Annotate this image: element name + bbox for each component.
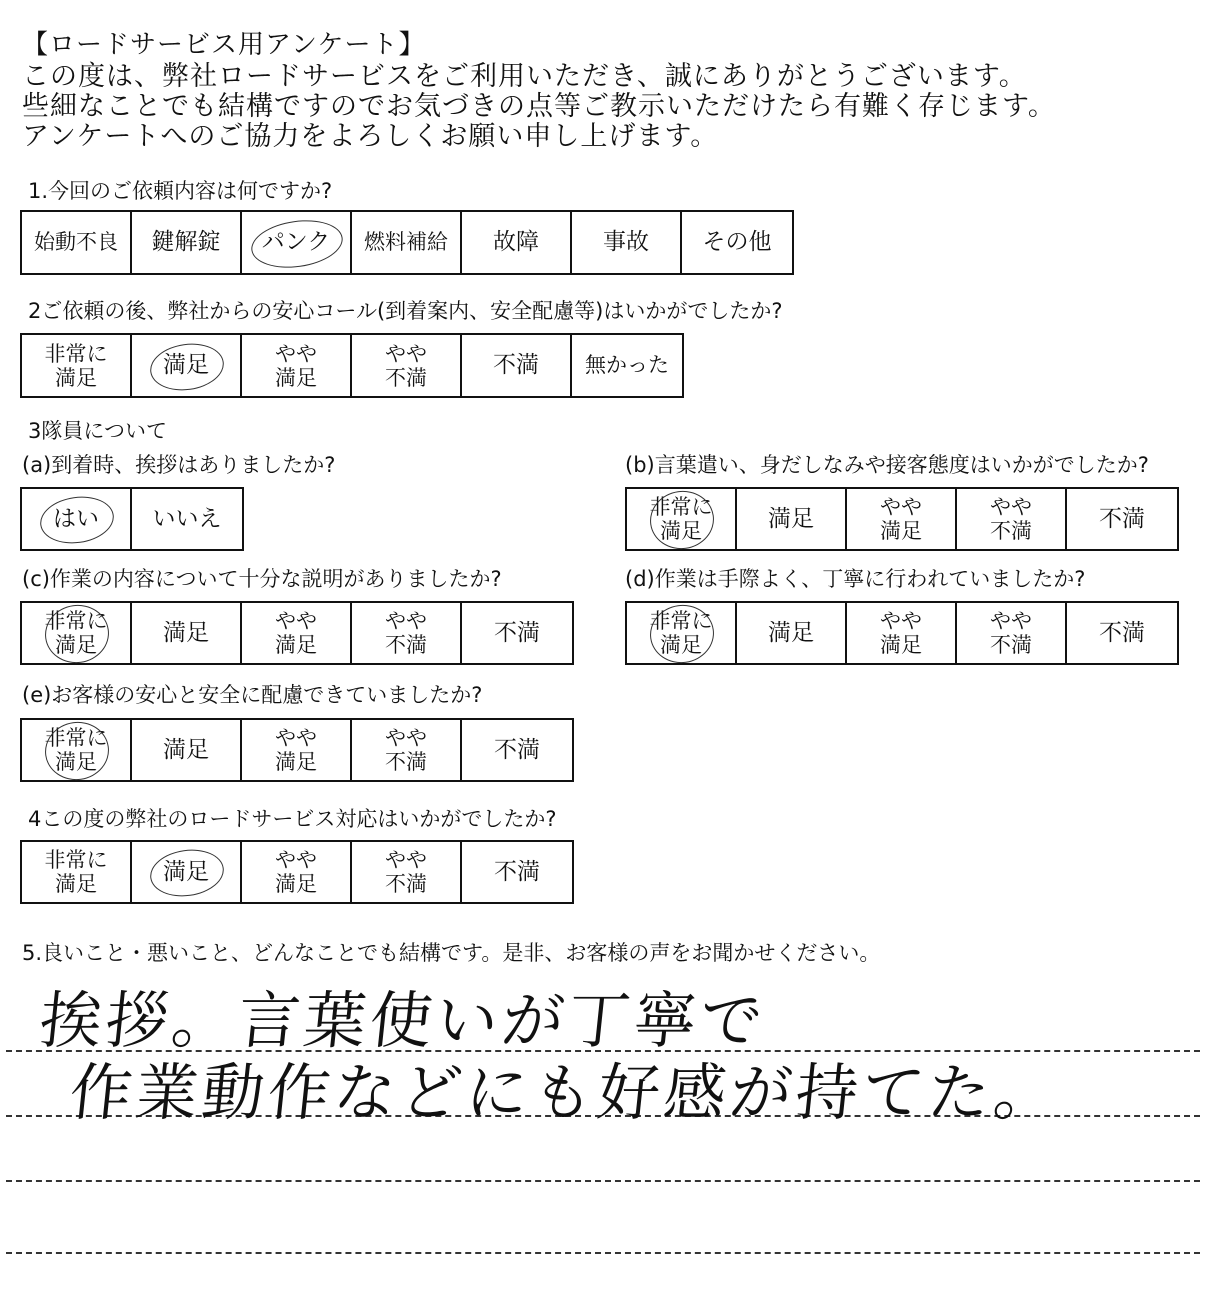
- q3e-options: [20, 718, 574, 782]
- q1-option[interactable]: [682, 212, 792, 273]
- q3-d-option-label: やや 満足: [880, 609, 922, 657]
- q4-option-label: 満足: [163, 858, 209, 885]
- q3-c-option[interactable]: [352, 603, 462, 663]
- q3-e-option-label: 満足: [163, 736, 209, 763]
- q3d-options: [625, 601, 1179, 665]
- q2-option-label: 不満: [493, 352, 539, 378]
- q3-b-option-label: 満足: [768, 505, 814, 532]
- q3-e-option-label: やや 満足: [275, 726, 317, 774]
- q3-e-option-label: やや 不満: [385, 726, 427, 774]
- q1-label: 1.今回のご依頼内容は何ですか?: [28, 179, 333, 203]
- q3-e-option[interactable]: [352, 720, 462, 780]
- q3-b-option[interactable]: [737, 489, 847, 549]
- q2-label: 2ご依頼の後、弊社からの安心コール(到着案内、安全配慮等)はいかがでしたか?: [28, 299, 783, 323]
- q3-a-option[interactable]: [22, 489, 132, 549]
- q3-c-option[interactable]: [242, 603, 352, 663]
- q3-c-option[interactable]: [132, 603, 242, 663]
- q3-c-option-label: 非常に 満足: [44, 609, 108, 657]
- q2-option-label: 無かった: [585, 353, 669, 377]
- q3-d-option[interactable]: [737, 603, 847, 663]
- q2-option-label: やや 満足: [275, 341, 317, 390]
- q5-label: 5.良いこと・悪いこと、どんなことでも結構です。是非、お客様の声をお聞かせください。: [22, 941, 881, 965]
- q3-e-option[interactable]: [132, 720, 242, 780]
- q4-options: [20, 840, 574, 904]
- q3-b-option-label: やや 不満: [990, 495, 1032, 543]
- q3-d-option-label: 満足: [768, 619, 814, 646]
- q3b-label: (b)言葉遣い、身だしなみや接客態度はいかがでしたか?: [625, 453, 1149, 477]
- q1-option[interactable]: [462, 212, 572, 273]
- q3-a-option-label: はい: [53, 505, 99, 532]
- q3e-label: (e)お客様の安心と安全に配慮できていましたか?: [22, 683, 483, 707]
- q3-label: 3隊員について: [28, 419, 167, 443]
- q3-e-option[interactable]: [242, 720, 352, 780]
- q1-options: [20, 210, 794, 275]
- q1-option-label: 始動不良: [34, 230, 118, 254]
- q1-option[interactable]: [22, 212, 132, 273]
- intro-line-3: アンケートへのご協力をよろしくお願い申し上げます。: [22, 121, 719, 152]
- q1-option-label: 鍵解錠: [151, 229, 221, 255]
- q3-e-option[interactable]: [22, 720, 132, 780]
- q4-option-label: やや 不満: [385, 848, 427, 896]
- q3-c-option-label: 不満: [494, 619, 540, 646]
- q1-option-label: パンク: [261, 229, 331, 255]
- q3-b-option[interactable]: [847, 489, 957, 549]
- q2-option[interactable]: [462, 335, 572, 396]
- handwritten-answer-line-1[interactable]: 挨拶。言葉使いが丁寧で: [36, 984, 770, 1057]
- q1-option-label: 故障: [493, 229, 539, 255]
- handwritten-answer-line-2[interactable]: 作業動作などにも好感が持てた。: [66, 1056, 1064, 1129]
- q2-option[interactable]: [572, 335, 682, 396]
- q4-option[interactable]: [352, 842, 462, 902]
- q2-option[interactable]: [242, 335, 352, 396]
- q1-option-label: 燃料補給: [364, 230, 448, 254]
- survey-title: 【ロードサービス用アンケート】: [22, 30, 426, 60]
- q3c-options: [20, 601, 574, 665]
- q4-option[interactable]: [462, 842, 572, 902]
- q3b-options: [625, 487, 1179, 551]
- q3c-label: (c)作業の内容について十分な説明がありましたか?: [22, 567, 502, 591]
- q1-option[interactable]: [242, 212, 352, 273]
- q4-label: 4この度の弊社のロードサービス対応はいかがでしたか?: [28, 807, 557, 831]
- q3-e-option-label: 不満: [494, 736, 540, 763]
- intro-line-2: 些細なことでも結構ですのでお気づきの点等ご教示いただけたら有難く存じます。: [22, 91, 1056, 122]
- q3-a-option-label: いいえ: [152, 505, 222, 532]
- q1-option-label: その他: [702, 229, 772, 255]
- q3-a-option[interactable]: [132, 489, 242, 549]
- q2-option[interactable]: [352, 335, 462, 396]
- answer-line-3-rule: [6, 1180, 1200, 1182]
- q3-d-option[interactable]: [1067, 603, 1177, 663]
- q3-d-option-label: やや 不満: [990, 609, 1032, 657]
- q1-option[interactable]: [132, 212, 242, 273]
- q3-c-option-label: やや 不満: [385, 609, 427, 657]
- q3-d-option-label: 不満: [1099, 619, 1145, 646]
- q3-e-option[interactable]: [462, 720, 572, 780]
- q1-option-label: 事故: [603, 229, 649, 255]
- q2-options: [20, 333, 684, 398]
- q3-b-option-label: 不満: [1099, 505, 1145, 532]
- q4-option-label: 不満: [494, 858, 540, 885]
- q3-b-option[interactable]: [627, 489, 737, 549]
- q3-d-option[interactable]: [627, 603, 737, 663]
- q2-option-label: 満足: [163, 352, 209, 378]
- q3-b-option[interactable]: [1067, 489, 1177, 549]
- q3-c-option[interactable]: [22, 603, 132, 663]
- q2-option[interactable]: [132, 335, 242, 396]
- q3-d-option[interactable]: [847, 603, 957, 663]
- q3-d-option-label: 非常に 満足: [649, 609, 713, 657]
- q4-option-label: 非常に 満足: [44, 848, 108, 896]
- q3-c-option-label: やや 満足: [275, 609, 317, 657]
- q3-b-option[interactable]: [957, 489, 1067, 549]
- q1-option[interactable]: [572, 212, 682, 273]
- q4-option[interactable]: [242, 842, 352, 902]
- q2-option[interactable]: [22, 335, 132, 396]
- q3d-label: (d)作業は手際よく、丁寧に行われていましたか?: [625, 567, 1086, 591]
- q2-option-label: 非常に 満足: [44, 341, 108, 390]
- q3-c-option[interactable]: [462, 603, 572, 663]
- intro-line-1: この度は、弊社ロードサービスをご利用いただき、誠にありがとうございます。: [22, 61, 1027, 92]
- q3-e-option-label: 非常に 満足: [44, 726, 108, 774]
- answer-line-4-rule: [6, 1252, 1200, 1254]
- q3a-label: (a)到着時、挨拶はありましたか?: [22, 453, 336, 477]
- q3a-options: [20, 487, 244, 551]
- q3-b-option-label: 非常に 満足: [649, 495, 713, 543]
- q2-option-label: やや 不満: [385, 341, 427, 390]
- q4-option[interactable]: [22, 842, 132, 902]
- q1-option[interactable]: [352, 212, 462, 273]
- q3-d-option[interactable]: [957, 603, 1067, 663]
- q4-option-label: やや 満足: [275, 848, 317, 896]
- q4-option[interactable]: [132, 842, 242, 902]
- q3-b-option-label: やや 満足: [880, 495, 922, 543]
- q3-c-option-label: 満足: [163, 619, 209, 646]
